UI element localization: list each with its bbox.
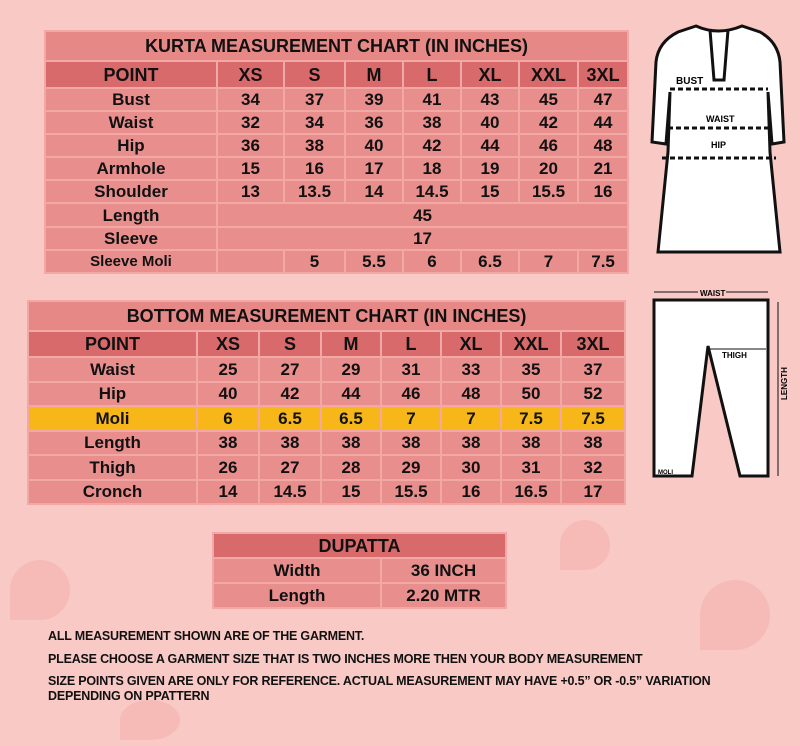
size-value: 52 [561,382,625,407]
size-value: 38 [284,134,345,157]
bottom-title: BOTTOM MEASUREMENT CHART (IN INCHES) [28,301,625,331]
size-value: 5 [284,250,345,273]
column-header: S [284,61,345,88]
size-value: 44 [461,134,519,157]
size-value: 7 [519,250,578,273]
size-value: 32 [217,111,284,134]
column-header: POINT [28,331,197,357]
bottom-diagram [648,288,798,488]
kurta-measurement-table [44,30,629,274]
point-label: Waist [28,357,197,382]
note-text: SIZE POINTS GIVEN ARE ONLY FOR REFERENCE. ACTUAL MEASUREMENT MAY HAVE +0.5” OR -0.5” VARIATION [48,674,711,688]
column-header: XXL [519,61,578,88]
size-value: 38 [561,431,625,456]
size-value: 38 [403,111,461,134]
point-label: Cronch [28,480,197,505]
thigh-label: THIGH [722,351,747,360]
size-value: 19 [461,157,519,180]
floral-decoration [120,700,180,740]
size-value: 16 [578,180,628,203]
bottom-measurement-table [27,300,626,505]
column-header: XS [197,331,259,357]
size-value: 41 [403,88,461,111]
kurta-title: KURTA MEASUREMENT CHART (IN INCHES) [45,31,628,61]
size-value: 39 [345,88,403,111]
size-value: 38 [321,431,381,456]
size-value: 5.5 [345,250,403,273]
size-value: 47 [578,88,628,111]
size-value: 14 [345,180,403,203]
size-value: 6.5 [259,406,321,431]
size-value: 26 [197,455,259,480]
kurta-diagram [648,22,788,262]
size-value: 29 [321,357,381,382]
size-value: 38 [441,431,501,456]
dupatta-title: DUPATTA [213,533,506,558]
dupatta-label: Width [213,558,381,583]
size-value: 35 [501,357,561,382]
point-label: Length [45,203,217,227]
size-value: 46 [519,134,578,157]
size-value: 7 [441,406,501,431]
column-header: XL [461,61,519,88]
size-value: 44 [578,111,628,134]
header-row [28,331,625,357]
size-value: 13.5 [284,180,345,203]
point-label: Thigh [28,455,197,480]
size-value: 15.5 [381,480,441,505]
table-row [45,180,628,203]
size-value: 15.5 [519,180,578,203]
size-value: 36 [217,134,284,157]
dupatta-value: 2.20 MTR [381,583,506,608]
size-value: 37 [284,88,345,111]
size-value: 40 [461,111,519,134]
size-value: 40 [197,382,259,407]
size-value: 17 [561,480,625,505]
column-header: M [321,331,381,357]
header-row [45,61,628,88]
dupatta-label: Length [213,583,381,608]
table-row [45,227,628,250]
column-header: 3XL [561,331,625,357]
dupatta-table [212,532,507,609]
size-value: 44 [321,382,381,407]
size-value: 16 [284,157,345,180]
size-value: 48 [441,382,501,407]
size-value [217,250,284,273]
size-value: 37 [561,357,625,382]
waist-label: WAIST [706,114,735,124]
moli-label: MOLI [658,470,673,476]
size-value: 42 [403,134,461,157]
size-value: 33 [441,357,501,382]
point-label: Sleeve Moli [45,250,217,273]
table-row [28,431,625,456]
table-row [28,455,625,480]
size-value: 34 [284,111,345,134]
size-value: 27 [259,455,321,480]
point-label: Hip [45,134,217,157]
note-text: ALL MEASUREMENT SHOWN ARE OF THE GARMENT. [48,629,365,643]
length-value: 45 [217,203,628,227]
size-value: 25 [197,357,259,382]
size-value: 38 [259,431,321,456]
size-value: 38 [501,431,561,456]
size-value: 31 [501,455,561,480]
size-value: 36 [345,111,403,134]
size-value: 14.5 [259,480,321,505]
table-row [28,357,625,382]
length-label: LENGTH [780,367,789,400]
waist-label: WAIST [700,289,726,298]
size-value: 42 [519,111,578,134]
size-value: 31 [381,357,441,382]
size-value: 46 [381,382,441,407]
size-value: 7.5 [561,406,625,431]
size-value: 13 [217,180,284,203]
column-header: POINT [45,61,217,88]
bust-label: BUST [676,76,704,87]
floral-decoration [700,580,770,650]
size-value: 21 [578,157,628,180]
size-value: 38 [197,431,259,456]
floral-decoration [560,520,610,570]
size-value: 42 [259,382,321,407]
size-value: 20 [519,157,578,180]
size-value: 18 [403,157,461,180]
point-label: Waist [45,111,217,134]
table-row [213,558,506,583]
point-label: Length [28,431,197,456]
hip-label: HIP [711,140,727,150]
note-text: PLEASE CHOOSE A GARMENT SIZE THAT IS TWO INCHES MORE THEN YOUR BODY MEASUREMENT [48,652,643,666]
table-row [213,583,506,608]
size-value: 7 [381,406,441,431]
size-value: 28 [321,455,381,480]
dupatta-value: 36 INCH [381,558,506,583]
table-row [45,111,628,134]
table-row [28,480,625,505]
point-label: Sleeve [45,227,217,250]
column-header: XL [441,331,501,357]
table-row [45,250,628,273]
table-row [45,88,628,111]
size-value: 15 [217,157,284,180]
column-header: M [345,61,403,88]
note-text: DEPENDING ON PPATTERN [48,689,210,703]
highlighted-row [28,406,625,431]
size-value: 15 [321,480,381,505]
floral-decoration [10,560,70,620]
size-value: 30 [441,455,501,480]
size-value: 43 [461,88,519,111]
table-row [28,382,625,407]
column-header: XS [217,61,284,88]
table-row [45,134,628,157]
point-label: Armhole [45,157,217,180]
size-value: 6.5 [461,250,519,273]
column-header: 3XL [578,61,628,88]
point-label: Bust [45,88,217,111]
size-value: 7.5 [501,406,561,431]
point-label: Moli [28,406,197,431]
size-value: 7.5 [578,250,628,273]
size-value: 29 [381,455,441,480]
size-value: 14.5 [403,180,461,203]
column-header: L [381,331,441,357]
size-value: 16.5 [501,480,561,505]
table-row [45,203,628,227]
size-value: 38 [381,431,441,456]
size-value: 6 [403,250,461,273]
size-value: 50 [501,382,561,407]
size-value: 48 [578,134,628,157]
sleeve-value: 17 [217,227,628,250]
table-row [45,157,628,180]
size-value: 34 [217,88,284,111]
size-value: 6.5 [321,406,381,431]
size-value: 27 [259,357,321,382]
size-value: 17 [345,157,403,180]
size-value: 15 [461,180,519,203]
size-value: 40 [345,134,403,157]
column-header: L [403,61,461,88]
point-label: Shoulder [45,180,217,203]
size-value: 6 [197,406,259,431]
column-header: XXL [501,331,561,357]
column-header: S [259,331,321,357]
size-value: 45 [519,88,578,111]
size-value: 16 [441,480,501,505]
point-label: Hip [28,382,197,407]
size-value: 14 [197,480,259,505]
size-value: 32 [561,455,625,480]
